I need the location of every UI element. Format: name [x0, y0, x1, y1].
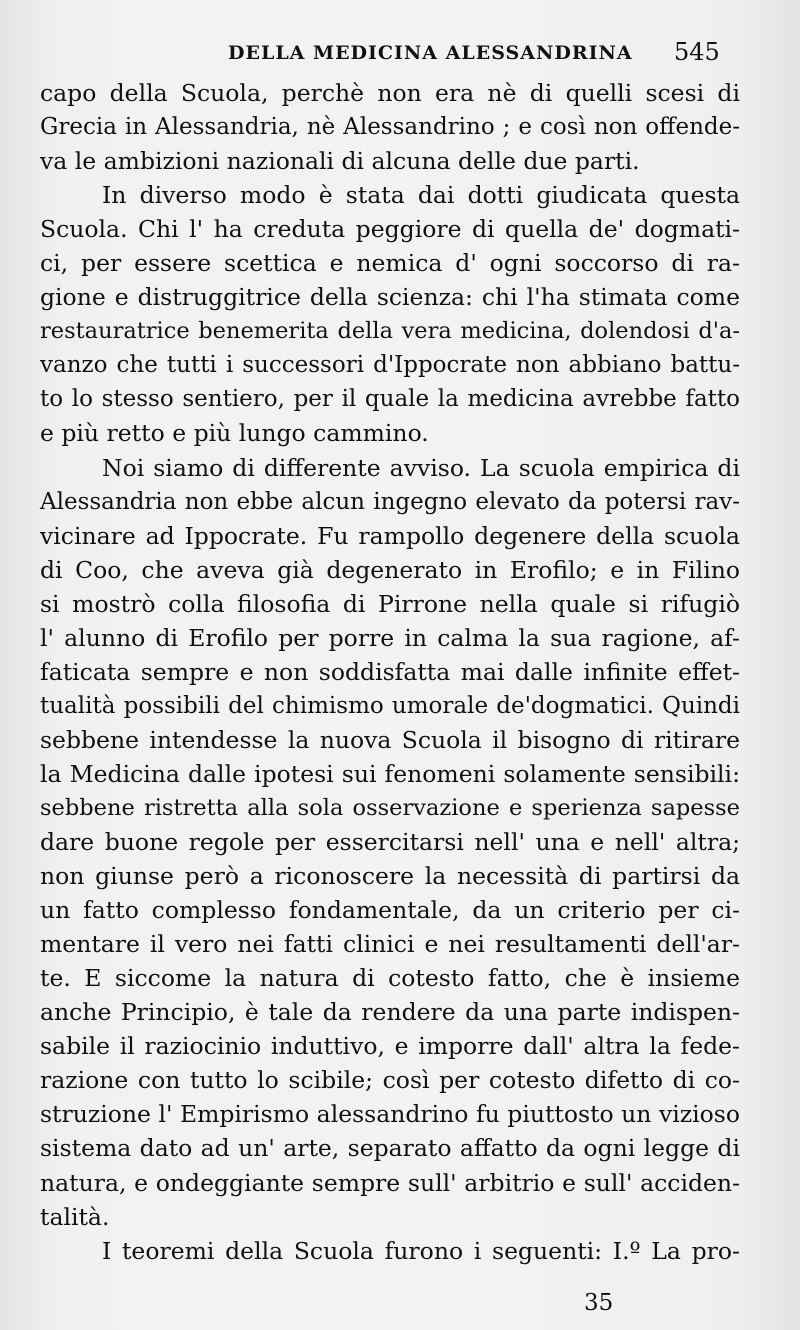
text-line: In diverso modo è stata dai dotti giudicata questa	[102, 181, 740, 210]
text-line: talità.	[40, 1202, 110, 1231]
text-line: capo della Scuola, perchè non era nè di quelli scesi di	[40, 79, 740, 107]
text-line: mentare il vero nei fatti clinici e nei resultamenti dell'ar-	[40, 930, 740, 959]
running-head	[0, 36, 800, 70]
text-line: struzione l' Empirismo alessandrino fu piuttosto un vizioso	[40, 1100, 740, 1129]
text-line: la Medicina dalle ipotesi sui fenomeni solamente sensibili:	[40, 759, 740, 788]
text-line: anche Principio, è tale da rendere da una parte indispen-	[40, 998, 740, 1027]
text-line: vicinare ad Ippocrate. Fu rampollo degenere della scuola	[40, 521, 740, 550]
text-line: l' alunno di Erofilo per porre in calma la sua ragione, af-	[40, 623, 740, 652]
text-line: Noi siamo di differente avviso. La scuola empirica di	[102, 453, 740, 482]
text-line: Alessandria non ebbe alcun ingegno elevato da potersi rav-	[40, 488, 740, 515]
text-line: te. E siccome la natura di cotesto fatto, che è insieme	[40, 964, 740, 993]
text-line: sebbene ristretta alla sola osservazione e sperienza sapesse	[40, 794, 740, 821]
text-line: sistema dato ad un' arte, separato affatto da ogni legge di	[40, 1134, 740, 1163]
page-number: 545	[674, 38, 720, 66]
text-line: va le ambizioni nazionali di alcuna delle due parti.	[40, 147, 640, 176]
text-line: si mostrò colla filosofia di Pirrone nella quale si rifugiò	[40, 589, 740, 618]
text-line: natura, e ondeggiante sempre sull' arbitrio e sull' acciden-	[40, 1168, 740, 1197]
text-line: ci, per essere scettica e nemica d' ogni soccorso di ra-	[40, 249, 740, 278]
body-text	[40, 76, 740, 1268]
running-title: DELLA MEDICINA ALESSANDRINA	[228, 42, 633, 64]
text-line: un fatto complesso fondamentale, da un criterio per ci-	[40, 896, 740, 925]
text-line: non giunse però a riconoscere la necessità di partirsi da	[40, 862, 740, 891]
text-line: gione e distruggitrice della scienza: chi l'ha stimata come	[40, 283, 740, 312]
text-line: e più retto e più lungo cammino.	[40, 419, 429, 448]
text-line: di Coo, che aveva già degenerato in Erofilo; e in Filino	[40, 555, 740, 584]
text-line: tualità possibili del chimismo umorale de'dogmatici. Quindi	[40, 692, 740, 719]
text-line: restauratrice benemerita della vera medicina, dolendosi d'a-	[40, 318, 740, 345]
signature-mark: 35	[584, 1290, 614, 1316]
text-line: vanzo che tutti i successori d'Ippocrate non abbiano battu-	[40, 352, 740, 379]
text-line: razione con tutto lo scibile; così per cotesto difetto di co-	[40, 1066, 740, 1095]
text-line: to lo stesso sentiero, per il quale la medicina avrebbe fatto	[40, 386, 740, 413]
text-line: I teoremi della Scuola furono i seguenti: I.º La pro-	[102, 1236, 740, 1265]
text-line: dare buone regole per essercitarsi nell' una e nell' altra;	[40, 828, 740, 857]
text-line: faticata sempre e non soddisfatta mai dalle infinite effet-	[40, 657, 740, 686]
text-line: Grecia in Alessandria, nè Alessandrino ; e così non offende-	[40, 114, 740, 141]
text-line: Scuola. Chi l' ha creduta peggiore di quella de' dogmati-	[40, 215, 740, 244]
text-line: sabile il raziocinio induttivo, e imporre dall' altra la fede-	[40, 1032, 740, 1061]
text-line: sebbene intendesse la nuova Scuola il bisogno di ritirare	[40, 725, 740, 754]
